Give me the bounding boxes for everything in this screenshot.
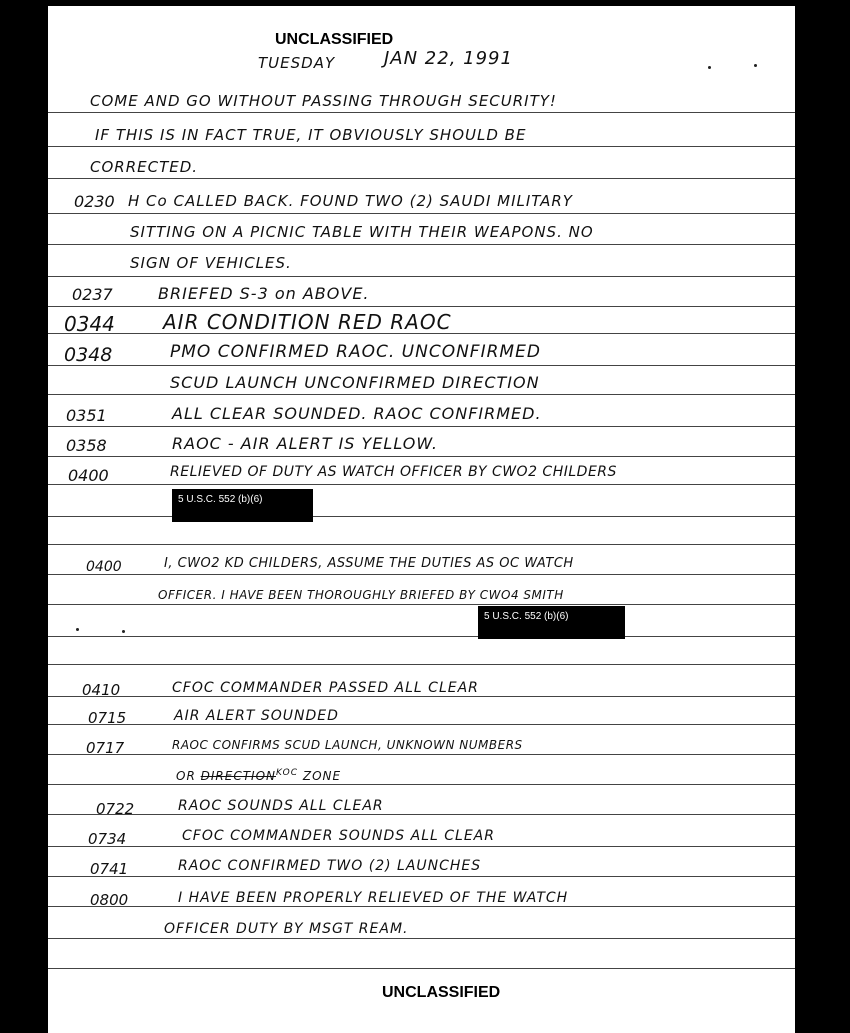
log-entry-time: 0400 <box>68 466 109 485</box>
log-entry-text: PMO CONFIRMED RAOC. UNCONFIRMED <box>170 342 541 362</box>
log-entry-time: 0722 <box>96 800 135 818</box>
scan-speck <box>122 630 125 633</box>
log-entry-text: RAOC - AIR ALERT IS YELLOW. <box>172 434 438 453</box>
log-entry-time: 0717 <box>86 739 125 757</box>
log-entry-time: 0715 <box>88 709 127 727</box>
log-entry-text: I, CWO2 KD CHILDERS, ASSUME THE DUTIES AS OC WATCH <box>164 556 574 571</box>
ruled-line <box>48 696 795 697</box>
ruled-line <box>48 574 795 575</box>
scan-speck <box>76 628 79 631</box>
ruled-line <box>48 724 795 725</box>
log-entry-text <box>176 768 341 783</box>
scan-border-right <box>795 0 850 1033</box>
log-entry-text: RAOC CONFIRMS SCUD LAUNCH, UNKNOWN NUMBERS <box>172 738 523 752</box>
log-entry-text: RAOC CONFIRMED TWO (2) LAUNCHES <box>178 858 482 874</box>
ruled-line <box>48 178 795 179</box>
log-entry-text: I HAVE BEEN PROPERLY RELIEVED OF THE WATCH <box>178 890 569 906</box>
log-day: TUESDAY <box>258 54 336 72</box>
log-entry-text: SITTING ON A PICNIC TABLE WITH THEIR WEAPONS. NO <box>130 223 594 241</box>
log-entry-text: RELIEVED OF DUTY AS WATCH OFFICER BY CWO2 CHILDERS <box>170 464 617 480</box>
scan-border-left <box>0 0 48 1033</box>
ruled-line <box>48 784 795 785</box>
ruled-line <box>48 244 795 245</box>
log-entry-time: 0734 <box>88 830 127 848</box>
ruled-line <box>48 112 795 113</box>
ruled-line <box>48 968 795 969</box>
ruled-line <box>48 456 795 457</box>
ruled-line <box>48 394 795 395</box>
log-entry-text-part: OR <box>176 769 196 783</box>
log-entry-time: 0741 <box>90 860 129 878</box>
ruled-line <box>48 938 795 939</box>
ruled-line <box>48 484 795 485</box>
ruled-line <box>48 754 795 755</box>
log-entry-text: AIR ALERT SOUNDED <box>174 708 339 724</box>
ruled-line <box>48 906 795 907</box>
log-entry-time: 0800 <box>90 891 129 909</box>
ruled-line <box>48 544 795 545</box>
ruled-line <box>48 516 795 517</box>
log-entry-text: SCUD LAUNCH UNCONFIRMED DIRECTION <box>170 373 540 392</box>
log-entry-text: CFOC COMMANDER SOUNDS ALL CLEAR <box>182 828 495 844</box>
log-entry-time: 0410 <box>82 681 121 699</box>
struck-word: DIRECTION <box>200 769 276 783</box>
log-entry-text: RAOC SOUNDS ALL CLEAR <box>178 798 384 814</box>
log-entry-text: AIR CONDITION RED RAOC <box>163 310 452 334</box>
log-entry-text: ALL CLEAR SOUNDED. RAOC CONFIRMED. <box>172 404 542 423</box>
redaction-box: 5 U.S.C. 552 (b)(6) <box>478 606 625 639</box>
log-entry-time: 0400 <box>86 559 122 575</box>
ruled-line <box>48 664 795 665</box>
ruled-line <box>48 276 795 277</box>
ruled-line <box>48 365 795 366</box>
redaction-box: 5 U.S.C. 552 (b)(6) <box>172 489 313 522</box>
scan-speck <box>708 66 711 69</box>
ruled-line <box>48 636 795 637</box>
classification-banner-top: UNCLASSIFIED <box>275 31 394 48</box>
log-entry-text: BRIEFED S-3 on ABOVE. <box>158 284 370 303</box>
ruled-line <box>48 876 795 877</box>
log-entry-text: CFOC COMMANDER PASSED ALL CLEAR <box>172 680 479 696</box>
ruled-line <box>48 604 795 605</box>
log-entry-time: 0237 <box>72 285 113 304</box>
log-entry-time: 0230 <box>74 192 115 211</box>
log-line: IF THIS IS IN FACT TRUE, IT OBVIOUSLY SHOULD BE <box>95 126 527 144</box>
ruled-line <box>48 306 795 307</box>
log-entry-time: 0358 <box>66 436 107 455</box>
log-line: CORRECTED. <box>90 158 199 176</box>
log-entry-time: 0348 <box>64 344 113 366</box>
inserted-word: KOC <box>276 768 299 778</box>
log-line: COME AND GO WITHOUT PASSING THROUGH SECURITY! <box>90 92 557 110</box>
scan-speck <box>754 64 757 67</box>
ruled-line <box>48 146 795 147</box>
log-entry-time: 0344 <box>64 312 115 336</box>
classification-banner-bottom: UNCLASSIFIED <box>382 984 501 1001</box>
ruled-line <box>48 846 795 847</box>
log-entry-text-part: ZONE <box>302 769 342 783</box>
log-entry-time: 0351 <box>66 406 107 425</box>
log-entry-text: H Co CALLED BACK. FOUND TWO (2) SAUDI MILITARY <box>128 192 573 210</box>
ruled-line <box>48 426 795 427</box>
log-page <box>48 6 795 1033</box>
ruled-line <box>48 213 795 214</box>
ruled-line <box>48 814 795 815</box>
log-date: JAN 22, 1991 <box>384 48 513 69</box>
log-entry-text: OFFICER. I HAVE BEEN THOROUGHLY BRIEFED BY CWO4 SMITH <box>158 588 564 602</box>
log-entry-text: SIGN OF VEHICLES. <box>130 254 292 272</box>
log-entry-text: OFFICER DUTY BY MSGT REAM. <box>164 921 409 937</box>
